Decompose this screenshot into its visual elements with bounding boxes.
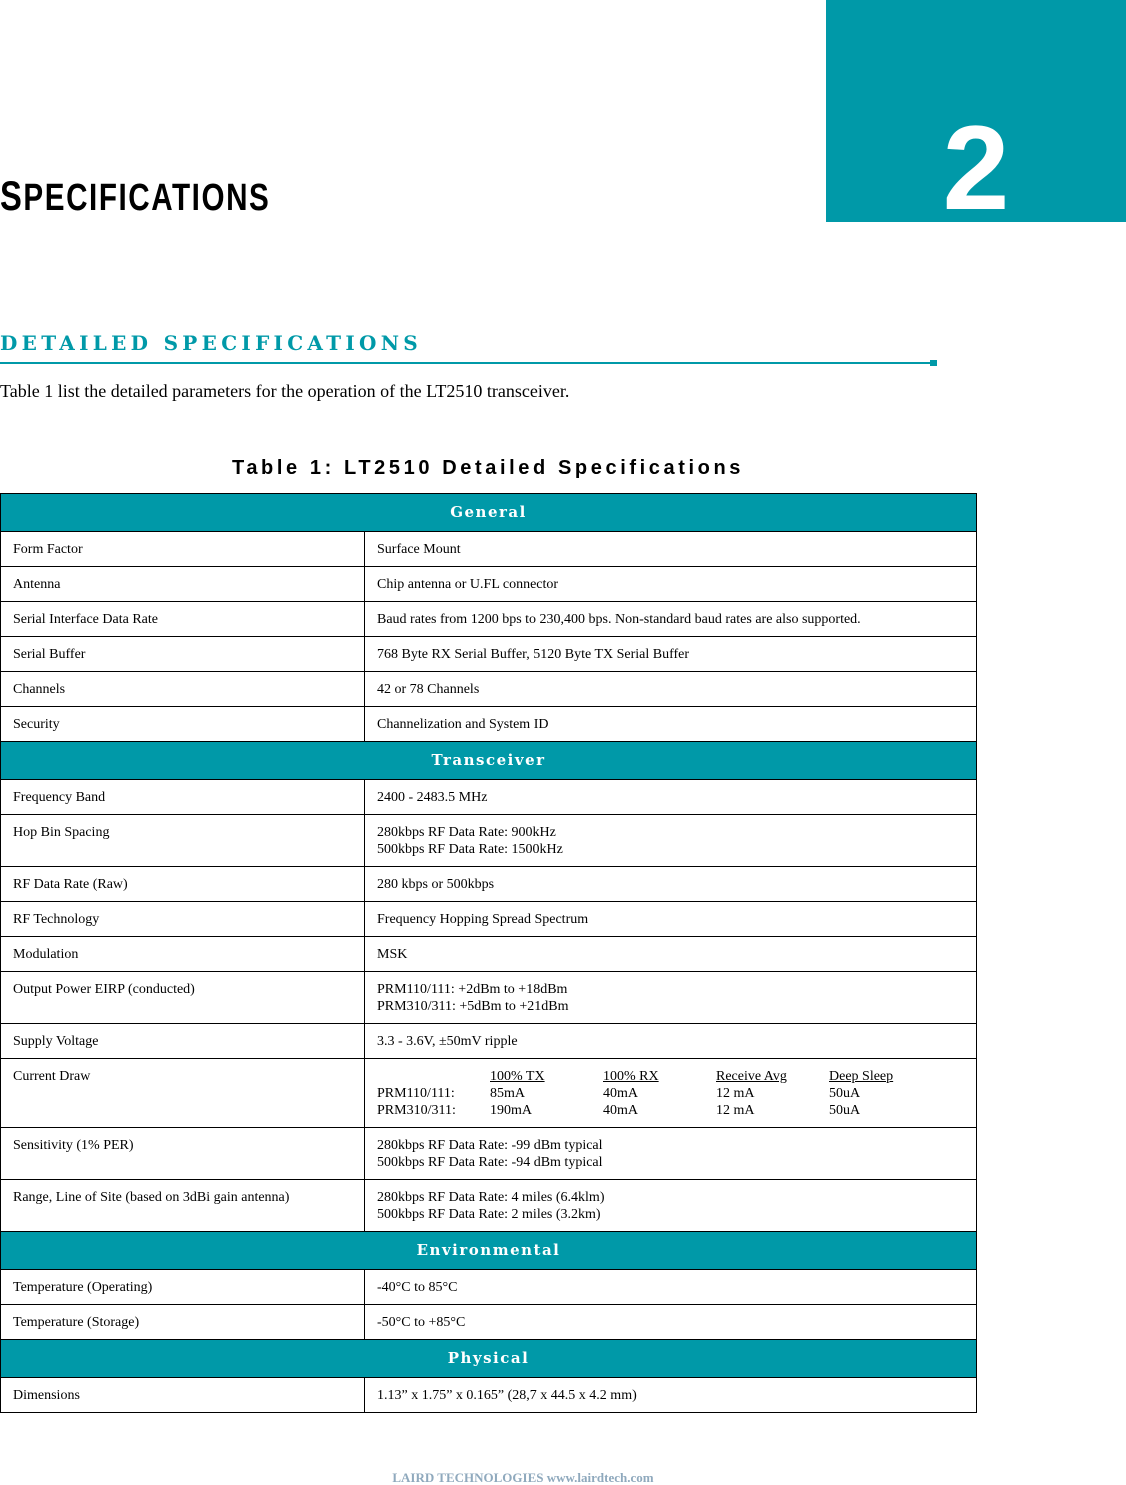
row-value-line: 280kbps RF Data Rate: 4 miles (6.4klm): [377, 1190, 605, 1205]
table-row: [1, 637, 977, 672]
table-row: [1, 1128, 977, 1180]
table-row: [1, 1059, 977, 1128]
grid-value: 50uA: [829, 1086, 861, 1101]
row-label: Sensitivity (1% PER): [1, 1128, 365, 1180]
column-header: 100% RX: [603, 1069, 659, 1084]
current-draw-grid-cell: [365, 1059, 977, 1128]
group-header-general: General: [1, 494, 977, 532]
row-label: Hop Bin Spacing: [1, 815, 365, 867]
row-value-line: 500kbps RF Data Rate: -94 dBm typical: [377, 1155, 603, 1170]
row-value: [365, 1180, 977, 1232]
table-row: [1, 937, 977, 972]
row-label: Supply Voltage: [1, 1024, 365, 1059]
row-value: -50°C to +85°C: [365, 1305, 977, 1340]
grid-value: 12 mA: [716, 1086, 755, 1101]
row-label: Channels: [1, 672, 365, 707]
table-row: [1, 672, 977, 707]
row-label: Range, Line of Site (based on 3dBi gain antenna): [1, 1180, 365, 1232]
section-rule-marker: [930, 360, 937, 366]
group-header-environmental: Environmental: [1, 1232, 977, 1270]
column-header: 100% TX: [490, 1069, 545, 1084]
grid-blank: [377, 1068, 490, 1085]
row-label: Serial Interface Data Rate: [1, 602, 365, 637]
row-value: 2400 - 2483.5 MHz: [365, 780, 977, 815]
row-label: Dimensions: [1, 1378, 365, 1413]
row-label: Current Draw: [1, 1059, 365, 1128]
row-value: MSK: [365, 937, 977, 972]
row-value: 768 Byte RX Serial Buffer, 5120 Byte TX Serial Buffer: [365, 637, 977, 672]
row-value-line: 280kbps RF Data Rate: -99 dBm typical: [377, 1138, 603, 1153]
model-label: PRM110/111:: [377, 1086, 455, 1101]
table-row: [1, 902, 977, 937]
table-row: [1, 1270, 977, 1305]
row-label: Temperature (Operating): [1, 1270, 365, 1305]
grid-value: 190mA: [490, 1103, 532, 1118]
row-value: Chip antenna or U.FL connector: [365, 567, 977, 602]
row-value: Surface Mount: [365, 532, 977, 567]
row-label: Antenna: [1, 567, 365, 602]
section-rule: [0, 362, 930, 364]
row-value: [365, 1128, 977, 1180]
grid-value: 40mA: [603, 1086, 638, 1101]
row-value-line: 500kbps RF Data Rate: 2 miles (3.2km): [377, 1207, 601, 1222]
grid-value: 50uA: [829, 1103, 861, 1118]
grid-value: 85mA: [490, 1086, 525, 1101]
chapter-tab: [826, 0, 1126, 235]
page-title: [0, 166, 270, 228]
row-label: Temperature (Storage): [1, 1305, 365, 1340]
intro-paragraph: Table 1 list the detailed parameters for the operation of the LT2510 transceiver.: [0, 381, 570, 401]
table-row: [1, 1305, 977, 1340]
table-row: [1, 815, 977, 867]
row-value: 3.3 - 3.6V, ±50mV ripple: [365, 1024, 977, 1059]
table-row: [1, 1378, 977, 1413]
table-row: [1, 867, 977, 902]
current-draw-grid: [377, 1068, 964, 1119]
row-value: [365, 815, 977, 867]
row-value: Channelization and System ID: [365, 707, 977, 742]
row-value: -40°C to 85°C: [365, 1270, 977, 1305]
row-label: Serial Buffer: [1, 637, 365, 672]
row-label: Modulation: [1, 937, 365, 972]
row-value: [365, 972, 977, 1024]
page-title-rest: PECIFICATIONS: [23, 177, 271, 219]
row-label: Security: [1, 707, 365, 742]
row-label: RF Technology: [1, 902, 365, 937]
group-header-transceiver: Transceiver: [1, 742, 977, 780]
table-row: [1, 602, 977, 637]
spec-table: [0, 493, 977, 1413]
grid-value: 40mA: [603, 1103, 638, 1118]
row-value-line: PRM110/111: +2dBm to +18dBm: [377, 982, 568, 997]
group-header-physical: Physical: [1, 1340, 977, 1378]
row-label: Output Power EIRP (conducted): [1, 972, 365, 1024]
table-caption: Table 1: LT2510 Detailed Specifications: [231, 457, 744, 479]
row-label: Form Factor: [1, 532, 365, 567]
row-value-line: 280kbps RF Data Rate: 900kHz: [377, 825, 556, 840]
table-row: [1, 1180, 977, 1232]
column-header: Receive Avg: [716, 1069, 787, 1084]
row-label: Frequency Band: [1, 780, 365, 815]
row-value: 1.13” x 1.75” x 0.165” (28,7 x 44.5 x 4.2 mm): [365, 1378, 977, 1413]
row-value-line: PRM310/311: +5dBm to +21dBm: [377, 999, 569, 1014]
table-row: [1, 1024, 977, 1059]
table-row: [1, 567, 977, 602]
page-title-initial: S: [0, 172, 24, 219]
row-value: Frequency Hopping Spread Spectrum: [365, 902, 977, 937]
table-row: [1, 532, 977, 567]
row-value: 280 kbps or 500kbps: [365, 867, 977, 902]
row-value: Baud rates from 1200 bps to 230,400 bps. Non-standard baud rates are also supported.: [365, 602, 977, 637]
table-row: [1, 972, 977, 1024]
model-label: PRM310/311:: [377, 1103, 456, 1118]
section-heading: DETAILED SPECIFICATIONS: [0, 331, 423, 355]
chapter-number: 2: [942, 101, 1010, 235]
table-row: [1, 780, 977, 815]
row-value: 42 or 78 Channels: [365, 672, 977, 707]
table-row: [1, 707, 977, 742]
column-header: Deep Sleep: [829, 1069, 894, 1084]
page-footer: LAIRD TECHNOLOGIES www.lairdtech.com: [392, 1470, 654, 1485]
row-label: RF Data Rate (Raw): [1, 867, 365, 902]
grid-value: 12 mA: [716, 1103, 755, 1118]
row-value-line: 500kbps RF Data Rate: 1500kHz: [377, 842, 563, 857]
